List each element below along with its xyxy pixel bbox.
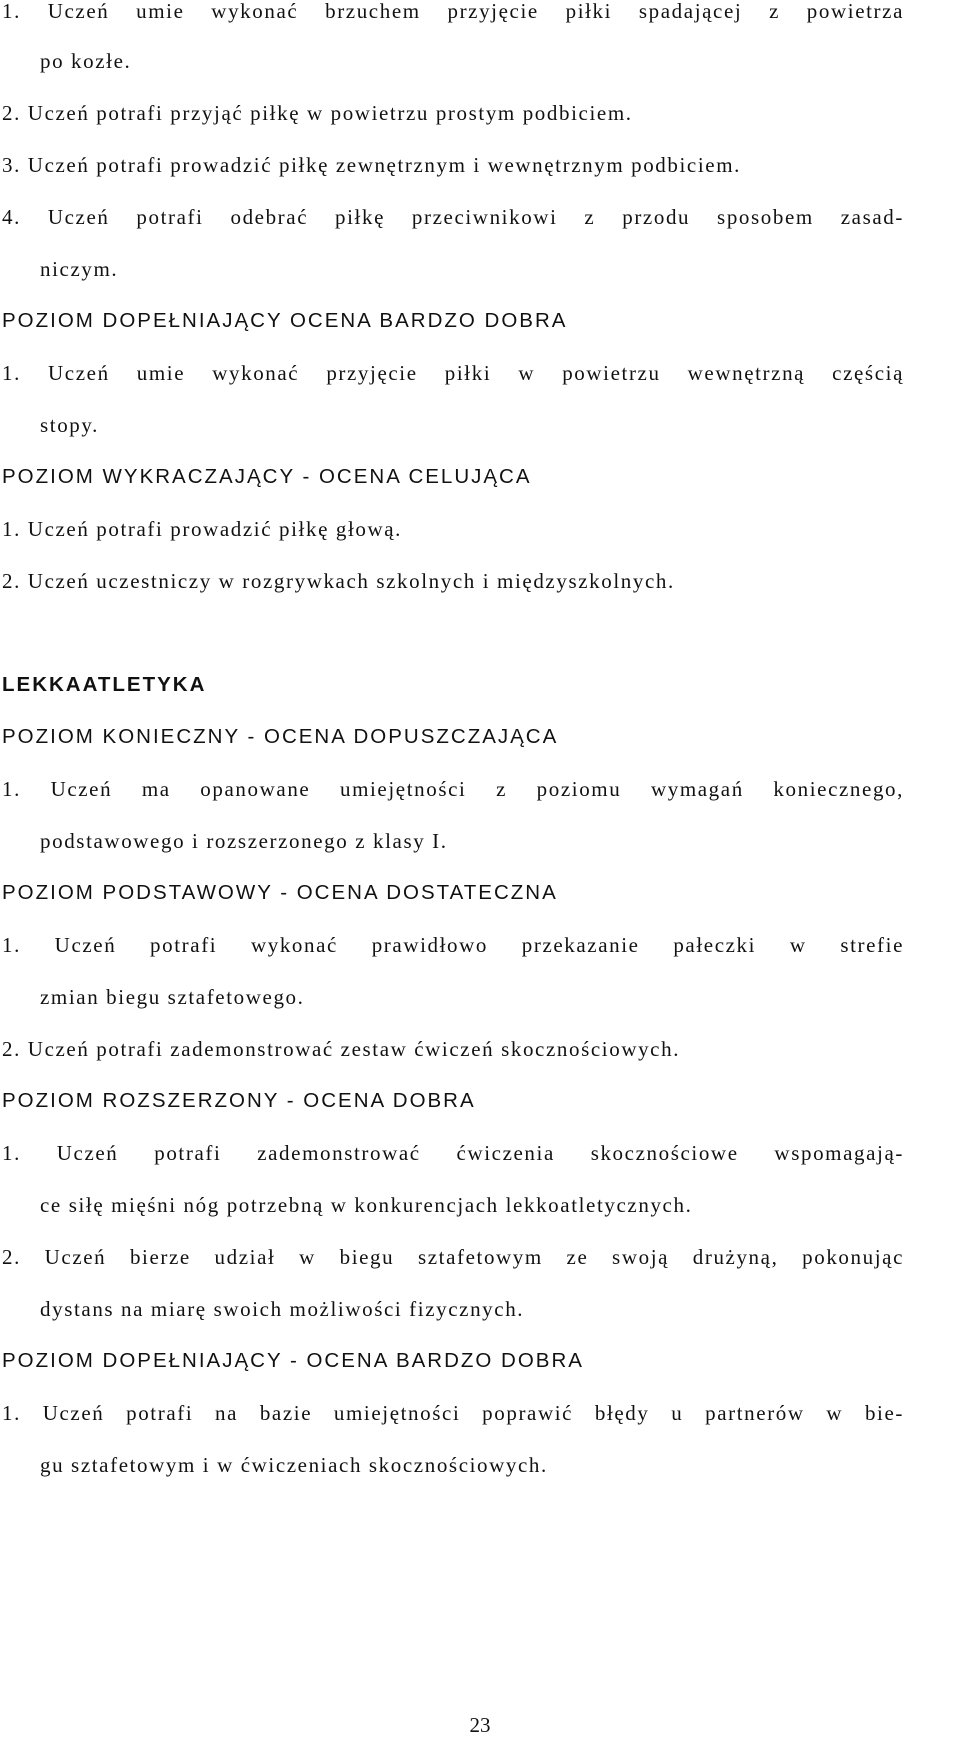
list-item-2: 2. Uczeń potrafi przyjąć piłkę w powietrzu prostym podbiciem. bbox=[2, 101, 633, 125]
section-heading: POZIOM KONIECZNY - OCENA DOPUSZCZAJĄCA bbox=[2, 725, 559, 748]
list-item-2-cont: dystans na miarę swoich możliwości fizycznych. bbox=[40, 1297, 525, 1321]
list-item-1: 1. Uczeń umie wykonać brzuchem przyjęcie piłki spadającej z powietrza bbox=[2, 0, 904, 23]
list-item-2: 2. Uczeń bierze udział w biegu sztafetowym ze swoją drużyną, pokonując bbox=[2, 1245, 904, 1269]
list-item-1-cont: zmian biegu sztafetowego. bbox=[40, 985, 305, 1009]
list-item-1-cont: gu sztafetowym i w ćwiczeniach skocznościowych. bbox=[40, 1453, 548, 1477]
list-item-3: 3. Uczeń potrafi prowadzić piłkę zewnętrznym i wewnętrznym podbiciem. bbox=[2, 153, 741, 177]
page-number: 23 bbox=[469, 1713, 491, 1737]
section-heading: POZIOM DOPEŁNIAJĄCY OCENA BARDZO DOBRA bbox=[2, 309, 568, 332]
list-item-1: 1. Uczeń ma opanowane umiejętności z poziomu wymagań koniecznego, bbox=[2, 777, 904, 801]
list-item-1-cont: podstawowego i rozszerzonego z klasy I. bbox=[40, 829, 448, 853]
section-heading: POZIOM DOPEŁNIAJĄCY - OCENA BARDZO DOBRA bbox=[2, 1349, 584, 1372]
chapter-title: LEKKAATLETYKA bbox=[2, 673, 207, 696]
list-item-4: 4. Uczeń potrafi odebrać piłkę przeciwnikowi z przodu sposobem zasad- bbox=[2, 205, 904, 229]
list-item-4-cont: niczym. bbox=[40, 257, 119, 281]
section-heading: POZIOM PODSTAWOWY - OCENA DOSTATECZNA bbox=[2, 881, 558, 904]
list-item-1-cont: stopy. bbox=[40, 413, 99, 437]
section-heading: POZIOM WYKRACZAJĄCY - OCENA CELUJĄCA bbox=[2, 465, 532, 488]
list-item-1: 1. Uczeń potrafi wykonać prawidłowo przekazanie pałeczki w strefie bbox=[2, 933, 904, 957]
list-item-1: 1. Uczeń potrafi prowadzić piłkę głową. bbox=[2, 517, 403, 541]
list-item-1-cont: po kozłe. bbox=[40, 49, 132, 73]
list-item-1-cont: ce siłę mięśni nóg potrzebną w konkurencjach lekkoatletycznych. bbox=[40, 1193, 693, 1217]
list-item-1: 1. Uczeń potrafi zademonstrować ćwiczenia skocznościowe wspomagają- bbox=[2, 1141, 904, 1165]
list-item-1: 1. Uczeń potrafi na bazie umiejętności poprawić błędy u partnerów w bie- bbox=[2, 1401, 904, 1425]
list-item-1: 1. Uczeń umie wykonać przyjęcie piłki w powietrzu wewnętrzną częścią bbox=[2, 361, 904, 385]
section-heading: POZIOM ROZSZERZONY - OCENA DOBRA bbox=[2, 1089, 476, 1112]
list-item-2: 2. Uczeń potrafi zademonstrować zestaw ćwiczeń skocznościowych. bbox=[2, 1037, 681, 1061]
list-item-2: 2. Uczeń uczestniczy w rozgrywkach szkolnych i międzyszkolnych. bbox=[2, 569, 675, 593]
